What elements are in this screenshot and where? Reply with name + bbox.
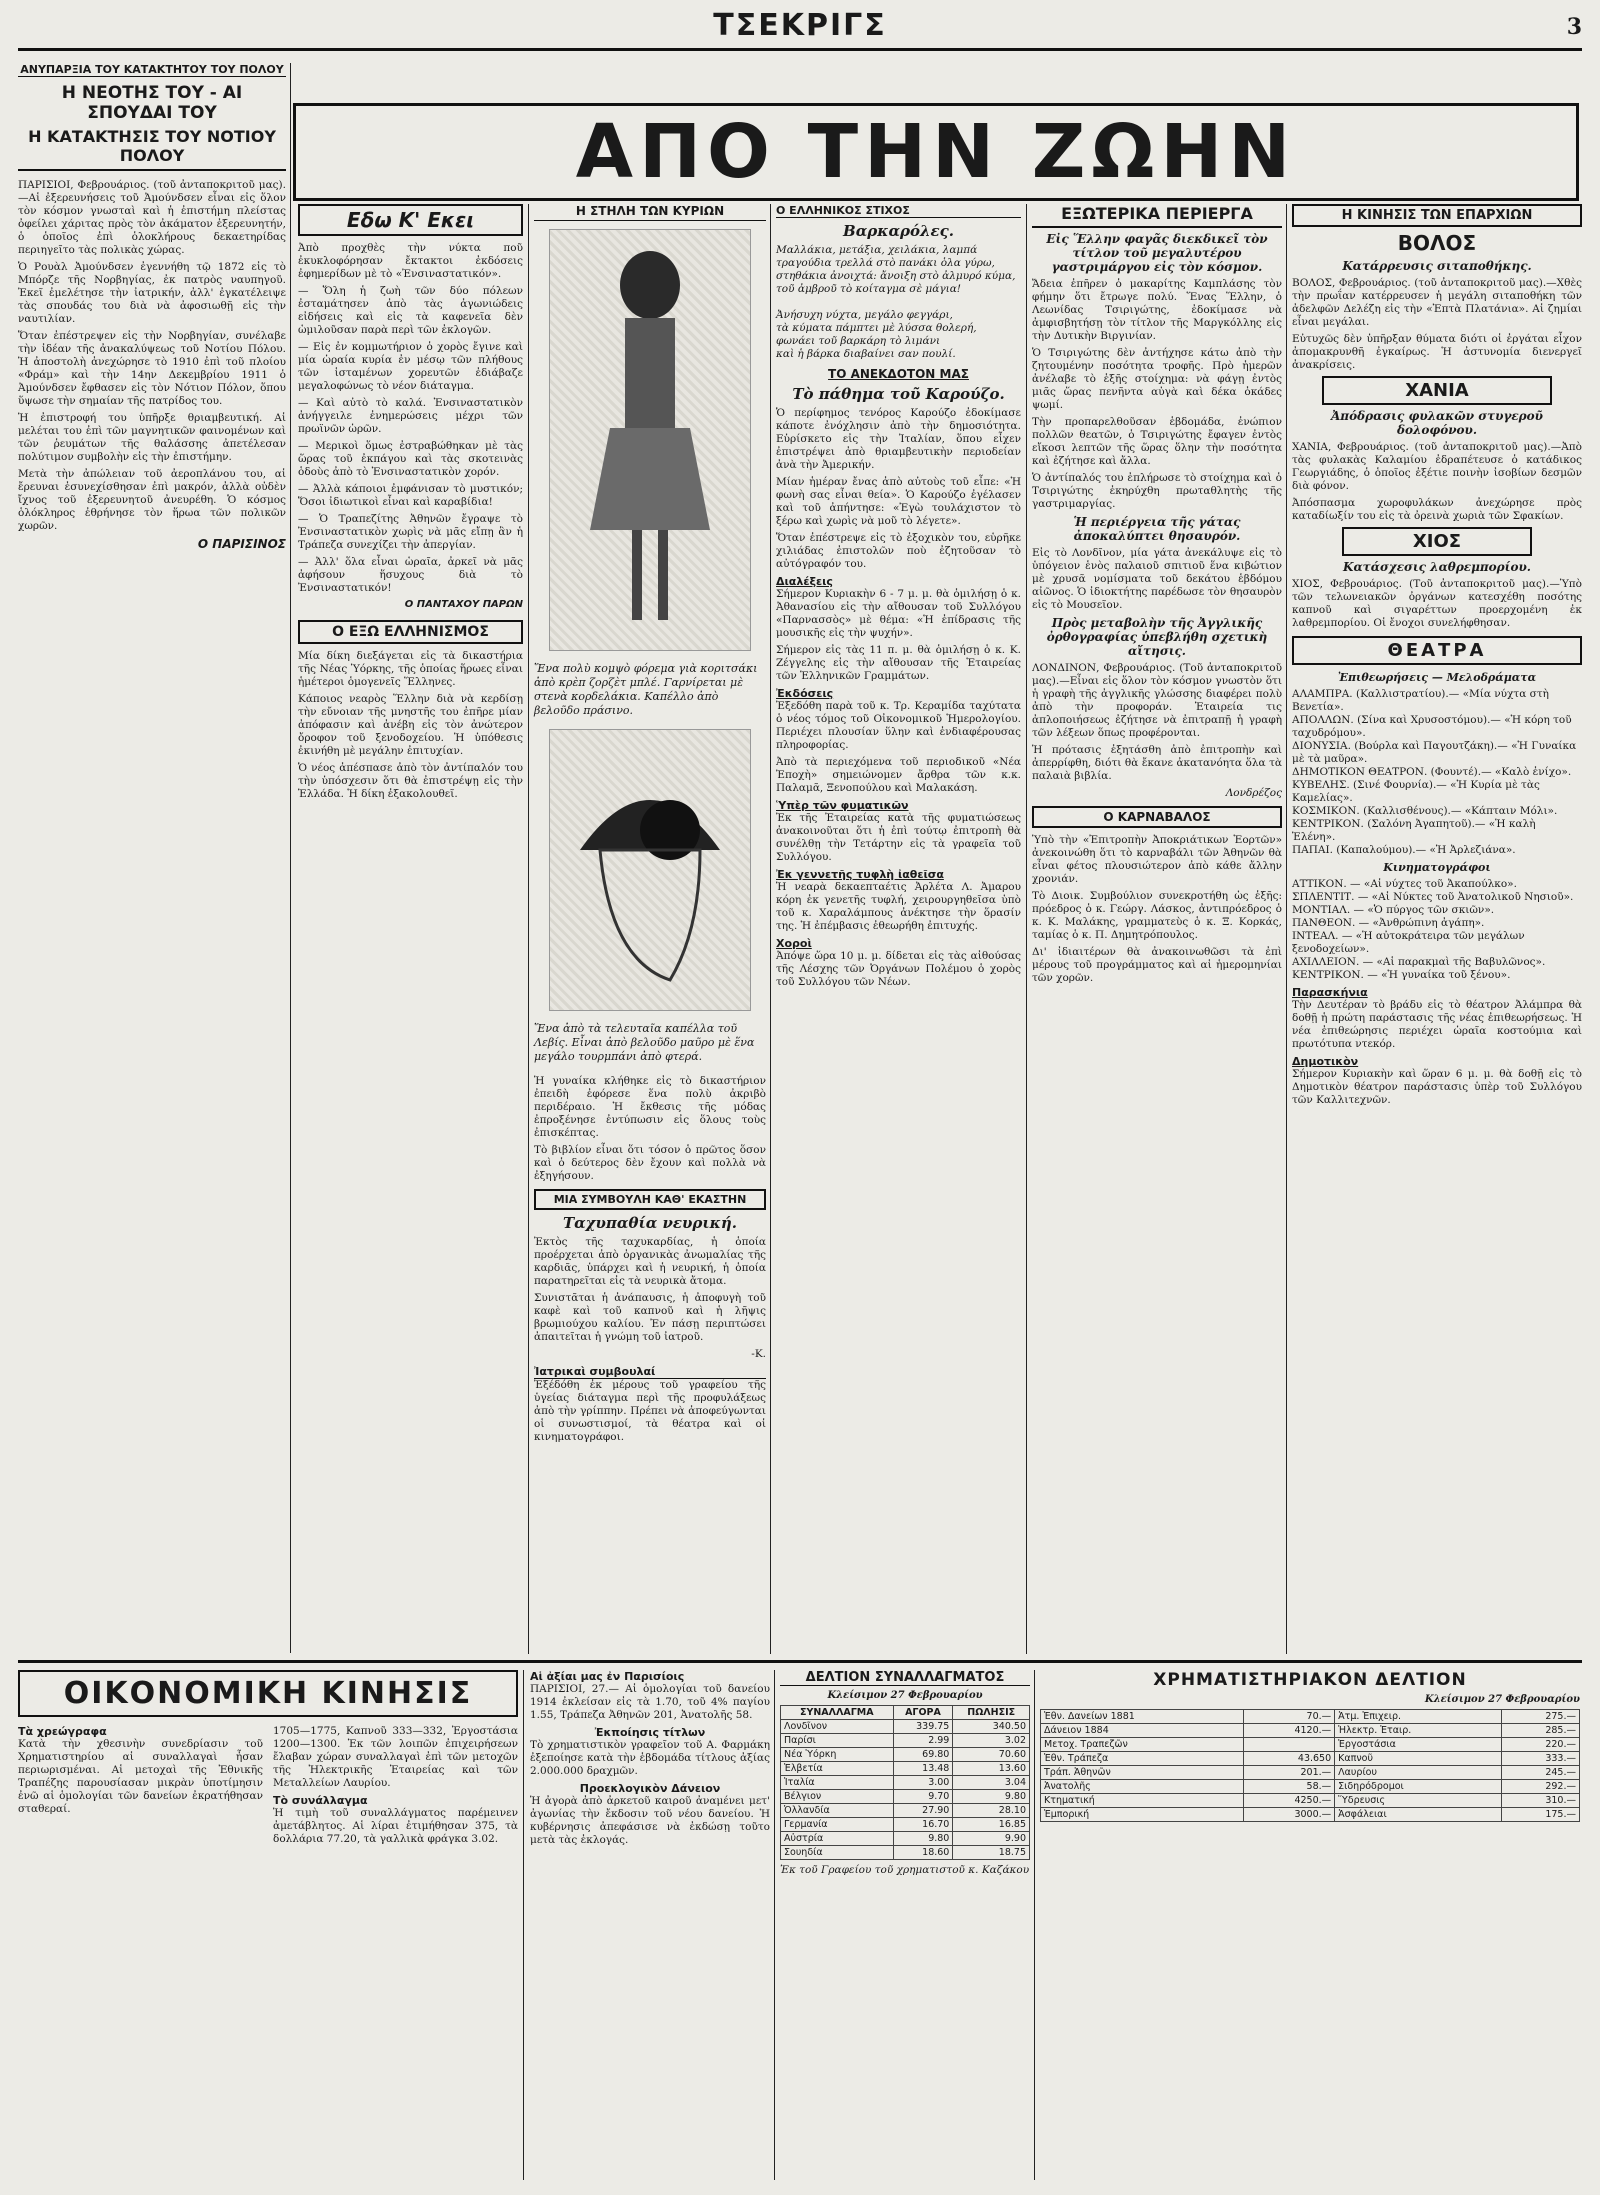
table-cell: 16.70 — [893, 1818, 953, 1832]
item-paragraph: Εἰς τὸ Λονδῖνον, μία γάτα ἀνεκάλυψε εἰς τὸ ὑπόγειον ἑνὸς παλαιοῦ σπιτιοῦ ἕνα κιβώτιον μὲ χρυσᾶ νομίσματα τοῦ δεκάτου ἑβδόμου αἰῶνος. Ὁ ἰδιοκτήτης παρέδωσε τὸν θησαυρὸν εἰς τὸ Μουσεῖον. — [1032, 547, 1286, 611]
masthead-rule — [18, 48, 1582, 51]
finance-col-exchange — [273, 1725, 522, 1850]
item-paragraph: — Εἰς ἐν κομμωτήριον ὁ χορὸς ἔγινε καὶ μία ὡραία κυρία ἐν μέσῳ τῶν πλήθους τῶν ἱσταμένων χορευτῶν ἐδιάβαζε μεγαλοφώνως τὸ νέον διάταγμα. — [298, 341, 527, 392]
table-row — [1041, 1738, 1580, 1752]
table-cell: Ἐθν. Τράπεζα — [1041, 1752, 1244, 1766]
column-divider — [523, 1670, 524, 2180]
table-cell: 3.04 — [953, 1776, 1030, 1790]
table-header-row — [781, 1706, 1030, 1720]
table-cell — [1244, 1738, 1335, 1752]
table-header: ΣΥΝΑΛΛΑΓΜΑ — [781, 1706, 894, 1720]
theatre-listing: ΑΠΟΛΛΩΝ. (Σίνα καὶ Χρυσοστόμου).— «Ἡ κόρη τοῦ ταχυδρόμου». — [1292, 714, 1572, 739]
column-divider — [1026, 204, 1027, 1654]
page-number: 3 — [1566, 14, 1582, 40]
table-cell: Αὐστρία — [781, 1832, 894, 1846]
table-cell: Νέα Ὑόρκη — [781, 1748, 894, 1762]
item-paragraph: Τὸ βιβλίον εἶναι ὅτι τόσον ὁ πρῶτος ὅσον καὶ ὁ δεύτερος δὲν ἔχουν καὶ πολλὰ νὰ ἐξηγήσουν. — [534, 1144, 770, 1182]
item-paragraph: Τὴν προπαρελθοῦσαν ἑβδομάδα, ἐνώπιον πολλῶν θεατῶν, ὁ Τσιριγώτης ἔφαγεν ἐντὸς εἴκοσι λεπτῶν τῆς ὥρας ὅλην τὴν ποσότητα καὶ ἐζήτησε καὶ ἄλλα. — [1032, 416, 1286, 467]
article-paragraph: Ὁ Ρουὰλ Ἀμούνδσεν ἐγεννήθη τῷ 1872 εἰς τὸ Μπόρζε τῆς Νορβηγίας, ἐκ πατρὸς ναυπηγοῦ. Ἐκεῖ ἐμελέτησε τὴν ἰατρικήν, ἀλλ' ἐγκατέλειψε τὰς σπουδάς του διὰ νὰ ἀφοσιωθῇ εἰς τὴν ναυτιλίαν. — [18, 261, 290, 325]
item-paragraph: Ἡ νεαρὰ δεκαεπταέτις Ἀρλέτα Λ. Ἀμαρου κόρη ἐκ γενετῆς τυφλή, χειρουργηθεῖσα ὑπὸ τοῦ κ. Χαραλάμπους ἀνέκτησε τὴν ὅρασίν της. Ἡ ἐπέμβασις ἐθεωρήθη ἐπιτυχής. — [776, 881, 1025, 932]
item-paragraph: Ἀπόσπασμα χωροφυλάκων ἀνεχώρησε πρὸς καταδίωξίν του εἰς τὰ ὀρεινὰ χωριὰ τῶν Σφακίων. — [1292, 497, 1586, 522]
table-cell: Ὕδρευσις — [1335, 1794, 1502, 1808]
table-row — [781, 1720, 1030, 1734]
table-cell: 18.75 — [953, 1846, 1030, 1860]
cinema-listing: ΑΧΙΛΛΕΙΟΝ. — «Αἱ παρακμαὶ τῆς Βαβυλῶνος». — [1292, 956, 1546, 968]
dress-figure-icon — [550, 230, 750, 650]
article-lede: Εἰς Ἕλλην φαγᾶς διεκδικεῖ τὸν τίτλον τοῦ μεγαλυτέρου γαστριμάργου εἰς τὸν κόσμον. — [1046, 232, 1268, 274]
table-cell: 18.60 — [893, 1846, 953, 1860]
table-row — [781, 1818, 1030, 1832]
item-paragraph: Σήμερον Κυριακὴν 6 - 7 μ. μ. θὰ ὁμιλήσῃ ὁ κ. Ἀθανασίου εἰς τὴν αἴθουσαν τοῦ Συλλόγου «Παρνασσὸς» μὲ θέμα: «Ἡ ἐπίδρασις τῆς μουσικῆς εἰς τὴν ψυχήν». — [776, 588, 1025, 639]
item-paragraph: Ἐξέδόθη ἐκ μέρους τοῦ γραφείου τῆς ὑγείας διάταγμα περὶ τῆς προφυλάξεως ἀπὸ τὴν γρίππην. Πρέπει νὰ ἀποφεύγωνται οἱ συνωστισμοί, τὰ θέατρα καὶ οἱ κινηματογράφοι. — [534, 1379, 770, 1443]
table-cell: 69.80 — [893, 1748, 953, 1762]
table-cell: 3.02 — [953, 1734, 1030, 1748]
item-paragraph: ΛΟΝΔΙΝΟΝ, Φεβρουάριος. (Τοῦ ἀνταποκριτοῦ μας).—Εἶναι εἰς ὅλον τὸν κόσμον γνωστὸν ὅτι ἡ γραφὴ τῆς ἀγγλικῆς γλώσσης διαφέρει πολὺ ἀπὸ τὴν προφοράν. Ἑταιρεία τις ἀπλοποιήσεως ἐζήτησε νὰ ἐπιτραπῇ ἡ γραφὴ τῶν λέξεων ὅπως προφέρονται. — [1032, 662, 1286, 739]
table-cell: 333.— — [1501, 1752, 1579, 1766]
article-paragraph: Ὅταν ἐπέστρεψεν εἰς τὴν Νορβηγίαν, συνέλαβε τὴν ἰδέαν τῆς ἀνακαλύψεως τοῦ Νοτίου Πόλου. Ἡ ἀποστολὴ ἀνεχώρησε τὸ 1910 ἐπὶ τοῦ πλοίου «Φράμ» καὶ τὴν 14ην Δεκεμβρίου 1911 ὁ Ἀμούνδσεν ἔφθασεν εἰς τὸν Νότιον Πόλον, ὅπου ὕψωσε τὴν σημαίαν τῆς πατρίδος του. — [18, 330, 290, 407]
table-row — [781, 1748, 1030, 1762]
item-paragraph: Ἡ τιμὴ τοῦ συναλλάγματος παρέμεινεν ἀμετάβλητος. Αἱ λίραι ἐτιμήθησαν 375, τὰ δολλάρια 77.20, τὰ γαλλικὰ φράγκα 3.02. — [273, 1807, 522, 1845]
table-cell: 275.— — [1501, 1710, 1579, 1724]
theatre-listing: ΚΕΝΤΡΙΚΟΝ. (Σαλόνη Ἀγαπητοῦ).— «Ἡ καλὴ Ἑλένη». — [1292, 818, 1536, 843]
theatre-listing: ΚΥΒΕΛΗΣ. (Σινέ Φουρνία).— «Ἡ Κυρία μὲ τὰς Καμελίας». — [1292, 779, 1540, 804]
section-box: ΘΕΑΤΡΑ — [1292, 636, 1582, 665]
table-cell: Ἠλεκτρ. Ἑταιρ. — [1335, 1724, 1502, 1738]
table-row — [1041, 1780, 1580, 1794]
table-cell: 13.48 — [893, 1762, 953, 1776]
section-box: Ο ΚΑΡΝΑΒΑΛΟΣ — [1032, 806, 1282, 828]
item-paragraph: — Καὶ αὐτὸ τὸ καλά. Ἐνσιναστατικὸν ἀνήγγειλε ἐνημερώσεις μέχρι τῶν πρωϊνῶν ὡρῶν. — [298, 397, 527, 435]
item-paragraph: Ὁ περίφημος τενόρος Καρούζο ἐδοκίμασε κάποτε ἐνόχλησιν ἀπὸ τὴν δημοσιότητα. Εὑρίσκετο εἰς τὴν Ἰταλίαν, ὅπου εἶχεν ἐπιστρέψει ἀπὸ θριαμβευτικὴν περιοδείαν ἀνὰ τὴν Ἀμερικήν. — [776, 407, 1025, 471]
table-cell: 310.— — [1501, 1794, 1579, 1808]
section-subtitle: Κατάσχεσις λαθρεμπορίου. — [1343, 560, 1531, 574]
table-cell: 2.99 — [893, 1734, 953, 1748]
item-paragraph: ΠΑΡΙΣΙΟΙ, 27.— Αἱ ὁμολογίαι τοῦ δανείου 1914 ἐκλείσαν εἰς τὰ 1.70, τοῦ 4% παγίου 1.55, Τράπεζα Ἀθηνῶν 201, Ἀνατολῆς 58. — [530, 1683, 774, 1721]
table-cell: Ἐργοστάσια — [1335, 1738, 1502, 1752]
table-cell: Παρίσι — [781, 1734, 894, 1748]
theatre-listing: ΑΛΑΜΠΡΑ. (Καλλιστρατίου).— «Μία νύχτα στὴ Βενετία». — [1292, 688, 1549, 713]
section-box: ΜΙΑ ΣΥΜΒΟΥΛΗ ΚΑΘ' ΕΚΑΣΤΗΝ — [534, 1189, 766, 1210]
item-paragraph: Ὁ νέος ἀπέσπασε ἀπὸ τὸν ἀντίπαλόν του τὴν ὑπόσχεσιν ὅτι θὰ ἐπιστρέψῃ εἰς τὴν Ἑλλάδα. Ἡ δίκη ἐξακολουθεῖ. — [298, 762, 527, 800]
section-header: ΤΟ ΑΝΕΚΔΟΤΟΝ ΜΑΣ — [828, 367, 969, 381]
column-divider — [774, 1670, 775, 2180]
section-rule — [18, 1660, 1582, 1663]
column-poetry-and-news — [776, 204, 1025, 1654]
article-paragraph: Μετὰ τὴν ἀπώλειαν τοῦ ἀεροπλάνου του, αἱ ἔρευναι ἐσυνεχίσθησαν ἐπὶ μακρόν, ἀλλὰ οὐδὲν ἴχνος τοῦ ἐξερευνητοῦ ἀνευρέθη. Ὁ κόσμος ὁλόκληρος ἐθρήνησε τὸν ἥρωα τῶν πολικῶν χωρῶν. — [18, 468, 290, 532]
section-box: Η ΚΙΝΗΣΙΣ ΤΩΝ ΕΠΑΡΧΙΩΝ — [1292, 204, 1582, 227]
item-paragraph: Ἀπὸ προχθὲς τὴν νύκτα ποῦ ἐκυκλοφόρησαν ἔκτακτοι ἐκδόσεις ἐφημερίδων μὲ τὸ «Ἐνσιναστατικόν». — [298, 242, 527, 280]
item-paragraph: — Ὁ Τραπεζίτης Ἀθηνῶν ἔγραψε τὸ Ἐνσιναστατικὸν χωρὶς νὰ μᾶς εἴπῃ ἂν ἡ Τράπεζα συνεχίζει τὴν ἀπεργίαν. — [298, 513, 527, 551]
item-paragraph: 1705—1775, Καπνοῦ 333—332, Ἐργοστάσια 1200—1300. Ἐκ τῶν λοιπῶν ἐπιχειρήσεων ἔλαβαν χώραν συναλλαγαὶ ἐπὶ τῶν μετοχῶν τῆς Ἠλεκτρικῆς Ἑταιρείας καὶ τῶν Μεταλλείων Λαυρίου. — [273, 1725, 522, 1789]
item-paragraph: Τὴν Δευτέραν τὸ βράδυ εἰς τὸ θέατρον Ἀλάμπρα θὰ δοθῇ ἡ πρώτη παράστασις τῆς νέας ἐπιθεωρήσεως. Ἡ νέα ἐπιθεώρησις περιέχει ὡραῖα κοστούμια καὶ πρωτότυπα ντεκόρ. — [1292, 999, 1586, 1050]
item-paragraph: Μία δίκη διεξάγεται εἰς τὰ δικαστήρια τῆς Νέας Ὑόρκης, τῆς ὁποίας ἥρωες εἶναι ἡμέτεροι ὁμογενεῖς Ἕλληνες. — [298, 650, 527, 688]
section-subtitle: Κατάρρευσις σιταποθήκης. — [1342, 259, 1532, 273]
column-foreign-curiosities — [1032, 204, 1286, 1654]
section-subtitle: Ἐκ γεννετῆς τυφλὴ ἰαθεῖσα — [776, 868, 944, 881]
theatre-listing: ΔΗΜΟΤΙΚΟΝ ΘΕΑΤΡΟΝ. (Φουντέ).— «Καλὸ ἐνίχο». — [1292, 766, 1572, 778]
column-signature: Ο ΠΑΝΤΑΧΟΥ ΠΑΡΩΝ — [404, 599, 523, 610]
illustration-caption: Ἕνα πολὺ κομψὸ φόρεμα γιὰ κοριτσάκι ἀπὸ κρὲπ ζορζὲτ μπλέ. Γαρνίρεται μὲ στενὰ κορδελάκια. Καπέλλο ἀπὸ βελοῦδο πράσινο. — [534, 662, 758, 717]
item-paragraph: Ἐξεδόθη παρὰ τοῦ κ. Τρ. Κεραμίδα ταχύτατα ὁ νέος τόμος τοῦ Οἰκονομικοῦ Ἡμερολογίου. Περιέχει πλουσίαν ὕλην καὶ ἐνδιαφέρουσας πληροφορίας. — [776, 700, 1025, 751]
table-cell: 28.10 — [953, 1804, 1030, 1818]
section-box: Ο ΕΞΩ ΕΛΛΗΝΙΣΜΟΣ — [298, 620, 523, 644]
item-paragraph: Ἐκτὸς τῆς ταχυκαρδίας, ἡ ὁποία προέρχεται ἀπὸ ὀργανικὰς ἀνωμαλίας τῆς καρδιᾶς, ὑπάρχει καὶ ἡ νευρική, ἡ ὁποία παρατηρεῖται εἰς τὰ νευρικὰ ἄτομα. — [534, 1236, 770, 1287]
city-header: ΒΟΛΟΣ — [1397, 231, 1477, 255]
table-cell: Σιδηρόδρομοι — [1335, 1780, 1502, 1794]
bulletin-date: Κλείσιμον 27 Φεβρουαρίου — [827, 1690, 983, 1701]
newspaper-page — [18, 8, 1586, 2188]
section-subtitle: Ἀπόδρασις φυλακῶν στυγεροῦ δολοφόνου. — [1331, 409, 1543, 437]
table-cell: Ἐθν. Δανείων 1881 — [1041, 1710, 1244, 1724]
table-row — [781, 1832, 1030, 1846]
table-row — [1041, 1710, 1580, 1724]
table-cell: 9.80 — [953, 1790, 1030, 1804]
table-cell: 13.60 — [953, 1762, 1030, 1776]
section-subtitle: Ἰατρικαὶ συμβουλαί — [534, 1365, 766, 1379]
item-paragraph: Ὁ ἀντίπαλός του ἐπλήρωσε τὸ στοίχημα καὶ ὁ Τσιριγώτης ἐκηρύχθη πρωταθλητὴς τῆς γαστριμαργίας. — [1032, 472, 1286, 510]
table-row — [781, 1846, 1030, 1860]
table-cell: 9.70 — [893, 1790, 953, 1804]
item-paragraph: Ἡ πρότασις ἐξητάσθη ἀπὸ ἐπιτροπὴν καὶ ἀπερρίφθη, διότι θὰ ἔκανε ἀκατανόητα ὅλα τὰ παλαιὰ βιβλία. — [1032, 744, 1286, 782]
poem-title: Βαρκαρόλες. — [843, 222, 954, 240]
cinema-listing: ΜΟΝΤΙΑΛ. — «Ὁ πύργος τῶν σκιῶν». — [1292, 904, 1495, 916]
column-provinces-theatres — [1292, 204, 1586, 1654]
column-divider — [1034, 1670, 1035, 2180]
bulletin-footer: Ἐκ τοῦ Γραφείου τοῦ χρηματιστοῦ κ. Καζάκου — [780, 1864, 1030, 1876]
finance-news — [18, 1670, 522, 2180]
article-paragraph: Ἡ ἐπιστροφή του ὑπῆρξε θριαμβευτική. Αἱ μελέται του ἐπὶ τῶν μαγνητικῶν φαινομένων καὶ τῶν ῥευμάτων τῆς θαλάσσης ἀπετέλεσαν πολύτιμον συμβολὴν εἰς τὴν ἐπιστήμην. — [18, 412, 290, 463]
table-cell: Λονδῖνον — [781, 1720, 894, 1734]
table-cell: 245.— — [1501, 1766, 1579, 1780]
table-row — [1041, 1794, 1580, 1808]
hat-figure-icon — [550, 730, 750, 1010]
item-paragraph: ΧΑΝΙΑ, Φεβρουάριος. (τοῦ ἀνταποκριτοῦ μας).—Ἀπὸ τὰς φυλακὰς Καλαμίου ἐδραπέτευσε ὁ κατάδικος Γεωργιάδης, ὁ ὁποῖος ἐξέτιε ποινὴν ἰσοβίων δεσμῶν διὰ φόνον. — [1292, 441, 1586, 492]
article-kicker: ΑΝΥΠΑΡΞΙΑ ΤΟΥ ΚΑΤΑΚΤΗΤΟΥ ΤΟΥ ΠΟΛΟΥ — [18, 63, 286, 77]
table-row — [781, 1790, 1030, 1804]
table-cell: Ἑλβετία — [781, 1762, 894, 1776]
illustration-caption: Ἕνα ἀπὸ τὰ τελευταῖα καπέλλα τοῦ Λεβίς. Εἶναι ἀπὸ βελοῦδο μαῦρο μὲ ἕνα μεγάλο τουρμπάνι ἀπὸ φτερά. — [534, 1022, 755, 1063]
column-header: Εδω Κ' Εκει — [298, 204, 523, 236]
item-paragraph: Ὅταν ἐπέστρεψε εἰς τὸ ἐξοχικὸν του, εὑρῆκε χιλιάδας ἐπιστολῶν ποὺ ἐζητοῦσαν τὸ αὐτόγραφόν του. — [776, 532, 1025, 570]
item-paragraph: — Ὅλη ἡ ζωὴ τῶν δύο πόλεων ἐσταμάτησεν ἀπὸ τὰς ἀγωνιώδεις εἰδήσεις καὶ εἰς τὰ καφενεῖα δὲν ὡμιλοῦσαν παρὰ περὶ τῶν ἐκλογῶν. — [298, 285, 527, 336]
theatre-listing: ΔΙΟΝΥΣΙΑ. (Βούρλα καὶ Παγουτζάκη).— «Ἡ Γυναίκα μὲ τὰ μαῦρα». — [1292, 740, 1577, 765]
table-cell: Ἰταλία — [781, 1776, 894, 1790]
item-paragraph: Ἐκ τῆς Ἐταιρείας κατὰ τῆς φυματιώσεως ἀνακοινοῦται ὅτι ἡ ἐπὶ τούτῳ ἐπιτροπὴ θὰ συνέλθῃ τὴν Τετάρτην εἰς τὰ γραφεῖα τοῦ Συλλόγου. — [776, 812, 1025, 863]
item-paragraph: Ἄδεια ἐπῆρεν ὁ μακαρίτης Καμπλάσης τὸν φήμην ὅτι ἔτρωγε πολύ. Ἕνας Ἕλλην, ὁ Λεωνίδας Τσιριγώτης, ἐδοκίμασε νὰ ἀμφισβητήσῃ τὸν τίτλον τῆς Μαργκόλλης εἰς τὴν Δυτικὴν Βιργινίαν. — [1032, 278, 1286, 342]
item-signature: -Κ. — [751, 1348, 766, 1360]
section-subtitle: Πρὸς μεταβολὴν τῆς Ἀγγλικῆς ὀρθογραφίας ὑπεβλήθη σχετικὴ αἴτησις. — [1046, 616, 1268, 658]
table-cell: 43.650 — [1244, 1752, 1335, 1766]
table-cell: 27.90 — [893, 1804, 953, 1818]
theatre-listing: ΚΟΣΜΙΚΟΝ. (Καλλισθένους).— «Κάπταιν Μόλι». — [1292, 805, 1558, 817]
item-paragraph: Τὸ χρηματιστικὸν γραφεῖον τοῦ Α. Φαρμάκη ἐξεποίησε κατὰ τὴν ἑβδομάδα τίτλους ἀξίας 2.000.000 δραχμῶν. — [530, 1739, 774, 1777]
section-subtitle: Διαλέξεις — [776, 575, 833, 588]
article-headline-1: Η ΝΕΟΤΗΣ ΤΟΥ - ΑΙ ΣΠΟΥΔΑΙ ΤΟΥ — [61, 83, 243, 123]
table-row — [781, 1776, 1030, 1790]
item-paragraph: Συνιστᾶται ἡ ἀνάπαυσις, ἡ ἀποφυγὴ τοῦ καφὲ καὶ τοῦ καπνοῦ καὶ ἡ λῆψις βρωμιούχου καλίου. Ἐν πάσῃ περιπτώσει ἀπαιτεῖται ἡ γνώμη τοῦ ἰατροῦ. — [534, 1292, 770, 1343]
article-signature: Ο ΠΑΡΙΣΙΝΟΣ — [197, 537, 286, 551]
section-subtitle: Ἐκποίησις τίτλων — [594, 1726, 706, 1739]
cinema-listing: ΑΤΤΙΚΟΝ. — «Αἱ νύχτες τοῦ Ἀκαπούλκο». — [1292, 878, 1517, 890]
item-paragraph: Ἡ ἀγορὰ ἀπὸ ἀρκετοῦ καιροῦ ἀναμένει μετ' ἀγωνίας τὴν ἔκδοσιν τοῦ νέου δανείου. Ἡ κυβέρνησις ἀπεφάσισε νὰ ἐκδώσῃ τοῦτο μετὰ τὰς ἐκλογάς. — [530, 1795, 774, 1846]
section-subtitle: Ἐπιθεωρήσεις — Μελοδράματα — [1337, 671, 1537, 684]
table-header: ΠΩΛΗΣΙΣ — [953, 1706, 1030, 1720]
section-subtitle: Δημοτικὸν — [1292, 1055, 1359, 1068]
table-cell: 4120.— — [1244, 1724, 1335, 1738]
table-cell: 285.— — [1501, 1724, 1579, 1738]
item-paragraph: — Μερικοὶ ὅμως ἐστραβώθηκαν μὲ τὰς ὥρας τοῦ ἐκπάγου καὶ τὰς σκοτεινὰς ὁδοὺς ἀπὸ τὸ Ἐνσιναστατικὸν χορόν. — [298, 440, 527, 478]
item-paragraph: Μίαν ἡμέραν ἔνας ἀπὸ αὐτοὺς τοῦ εἶπε: «Ἡ φωνὴ σας εἶναι θεία». Ὁ Καρούζο ἐγέλασεν καὶ τοῦ ἀπήντησε: «Ἐγὼ τουλάχιστον τὸ ξέρω καὶ χωρὶς νὰ μοῦ τὸ λέγετε». — [776, 476, 1025, 527]
table-cell: Κτηματική — [1041, 1794, 1244, 1808]
section-subtitle: Παρασκήνια — [1292, 986, 1368, 999]
section-subtitle: Κινηματογράφοι — [1383, 861, 1491, 874]
item-paragraph: Εὐτυχῶς δὲν ὑπῆρξαν θύματα διότι οἱ ἐργάται εἶχον ἀπομακρυνθῆ ἐγκαίρως. Ἡ ἀστυνομία διενεργεῖ ἀνακρίσεις. — [1292, 333, 1586, 371]
table-cell: Σουηδία — [781, 1846, 894, 1860]
table-cell: 220.— — [1501, 1738, 1579, 1752]
table-cell: 340.50 — [953, 1720, 1030, 1734]
table-cell: Τράπ. Ἀθηνῶν — [1041, 1766, 1244, 1780]
section-subtitle: Τὸ πάθημα τοῦ Καρούζο. — [792, 385, 1005, 403]
section-subtitle: Ὑπὲρ τῶν φυματικῶν — [776, 799, 909, 812]
item-paragraph: Κατὰ τὴν χθεσινὴν συνεδρίασιν τοῦ Χρηματιστηρίου αἱ συναλλαγαὶ ἦσαν περιωρισμέναι. Αἱ μετοχαὶ τῆς Ἐθνικῆς Τραπέζης παρουσίασαν μικρὰν ὑποτίμησιν ἐνῶ αἱ ὁμολογίαι τῶν δανείων ἐκρατήθησαν σταθεραί. — [18, 1738, 267, 1815]
item-paragraph: Δι' ἰδιαιτέρων θὰ ἀνακοινωθῶσι τὰ ἐπὶ μέρους τοῦ προγράμματος καὶ αἱ ἡμερομηνίαι τῶν χορῶν. — [1032, 946, 1286, 984]
table-cell: 70.— — [1244, 1710, 1335, 1724]
stock-bulletin — [1040, 1670, 1580, 2180]
newspaper-name: ΤΣΕΚΡΙΓΣ — [713, 8, 887, 43]
table-cell: 3.00 — [893, 1776, 953, 1790]
table-cell: Καπνοῦ — [1335, 1752, 1502, 1766]
item-paragraph: Ἀπὸ τὰ περιεχόμενα τοῦ περιοδικοῦ «Νέα Ἐποχὴ» σημειώνομεν ἄρθρα τῶν κ.κ. Παλαμᾶ, Ξενοπούλου καὶ Μαλακάση. — [776, 756, 1025, 794]
item-paragraph: ΧΙΟΣ, Φεβρουάριος. (Τοῦ ἀνταποκριτοῦ μας).—Ὑπὸ τῶν τελωνειακῶν ὀργάνων κατεσχέθη ποσότης καπνοῦ καὶ σιγαρέττων προερχομένη ἐκ λαθρεμπορίου. Οἱ ἔνοχοι συνελήφθησαν. — [1292, 578, 1586, 629]
column-header: ΕΞΩΤΕΡΙΚΑ ΠΕΡΙΕΡΓΑ — [1032, 204, 1282, 228]
item-paragraph: Ὁ Τσιριγώτης δὲν ἀντήχησε κάτω ἀπὸ τὴν ζητουμένην ποσότητα τροφῆς. Πρὸ ἡμερῶν ἀνέλαβε τὸ ἑξῆς στοίχημα: νὰ φάγῃ ἐντὸς μιᾶς ὥρας πενῆντα αὐγὰ καὶ δέκα ὀκάδες ψωμί. — [1032, 347, 1286, 411]
section-subtitle: Τὰ χρεώγραφα — [18, 1725, 107, 1738]
banner-title: ΑΠΟ ΤΗΝ ΖΩΗΝ — [575, 109, 1297, 195]
table-row — [1041, 1752, 1580, 1766]
table-cell: 175.— — [1501, 1808, 1579, 1822]
table-cell: 3000.— — [1244, 1808, 1335, 1822]
item-paragraph: Ἀπόψε ὥρα 10 μ. μ. δίδεται εἰς τὰς αἰθούσας τῆς Λέσχης τῶν Ὀργάνων Πολέμου ὁ χορὸς τοῦ Συλλόγου τῶν Νέων. — [776, 950, 1025, 988]
table-row — [781, 1804, 1030, 1818]
section-subtitle: Χοροὶ — [776, 937, 812, 950]
column-header: Η ΣΤΗΛΗ ΤΩΝ ΚΥΡΙΩΝ — [534, 204, 766, 221]
item-paragraph: — Ἀλλ' ὅλα εἶναι ὡραῖα, ἀρκεῖ νὰ μᾶς ἀφήσουν ἥσυχους διὰ τὸ Ἐνσιναστατικόν! — [298, 556, 527, 594]
item-paragraph: Κάποιος νεαρὸς Ἕλλην διὰ νὰ κερδίσῃ τὴν εὔνοιαν τῆς μνηστῆς του ἐπῆρε μίαν ἀπόφασιν καὶ ἀνέβη εἰς τὸν ἀνώτερον ὄροφον τοῦ ξενοδοχείου. Ἡ ὑπόθεσις ἐκινήθη μὲ μεγάλην ἐπιτυχίαν. — [298, 693, 527, 757]
section-subtitle: Προεκλογικὸν Δάνειον — [579, 1782, 721, 1795]
column-divider — [528, 204, 529, 1654]
table-cell: Γερμανία — [781, 1818, 894, 1832]
finance-title: ΟΙΚΟΝΟΜΙΚΗ ΚΙΝΗΣΙΣ — [18, 1670, 518, 1717]
theatre-listing: ΠΑΠΑΙ. (Καπαλούμου).— «Ἡ Ἀρλεζιάνα». — [1292, 844, 1516, 856]
table-row — [1041, 1724, 1580, 1738]
column-divider — [290, 63, 291, 1653]
item-paragraph: ΒΟΛΟΣ, Φεβρουάριος. (τοῦ ἀνταποκριτοῦ μας).—Χθὲς τὴν πρωΐαν κατέρρευσεν ἡ μεγάλη σιταποθήκη τῶν ἀδελφῶν Δελέζη εἰς τὴν «Ἐπτὰ Πλατάνια». Αἱ ζημίαι εἶναι μεγάλαι. — [1292, 277, 1586, 328]
table-cell: Δάνειον 1884 — [1041, 1724, 1244, 1738]
section-subtitle: Τὸ συνάλλαγμα — [273, 1794, 368, 1807]
table-cell: 292.— — [1501, 1780, 1579, 1794]
cinema-listing: ΠΑΝΘΕΟΝ. — «Ἀνθρώπινη ἀγάπη». — [1292, 917, 1485, 929]
table-cell: Ἀσφάλειαι — [1335, 1808, 1502, 1822]
masthead — [18, 8, 1582, 48]
table-cell: 9.80 — [893, 1832, 953, 1846]
column-amundsen — [18, 63, 290, 1653]
table-cell: Βέλγιον — [781, 1790, 894, 1804]
table-cell: 58.— — [1244, 1780, 1335, 1794]
table-cell: 4250.— — [1244, 1794, 1335, 1808]
item-signature: Λονδρέζος — [1225, 787, 1282, 799]
column-divider — [1286, 204, 1287, 1654]
article-paragraph: ΠΑΡΙΣΙΟΙ, Φεβρουάριος. (τοῦ ἀνταποκριτοῦ μας).—Αἱ ἐξερευνήσεις τοῦ Ἀμούνδσεν εἶναι εἰς ὅλον τὸν κόσμον γνωσταὶ καὶ ἡ ἐπιστήμη πλείστας ὀφείλει χάριτας πρὸς τὸν ἀκάματον ἐξερευνητήν, ὁ ὁποῖος ἐπὶ ὁλοκλήρους δεκαετηρίδας περιηγεῖτο τὰς πολικὰς χώρας. — [18, 179, 290, 256]
table-cell: Ὀλλανδία — [781, 1804, 894, 1818]
finance-paris — [530, 1670, 774, 2180]
article-headline-2: Η ΚΑΤΑΚΤΗΣΙΣ ΤΟΥ ΝΟΤΙΟΥ ΠΟΛΟΥ — [18, 127, 286, 171]
table-cell: Ἐμπορική — [1041, 1808, 1244, 1822]
table-row — [1041, 1766, 1580, 1780]
stock-table — [1040, 1709, 1580, 1822]
column-divider — [770, 204, 771, 1654]
item-paragraph: Τὸ Διοικ. Συμβούλιον συνεκροτήθη ὡς ἑξῆς: πρόεδρος ὁ κ. Γεώργ. Λάσκος, ἀντιπρόεδρος ὁ κ. Κ. Μαλάκης, γραμματεὺς ὁ κ. Ξ. Κορκάς, ταμίας ὁ κ. Π. Δημητρόπουλος. — [1032, 890, 1286, 941]
table-cell: Ἀτμ. Ἐπιχειρ. — [1335, 1710, 1502, 1724]
column-header: Ο ΕΛΛΗΝΙΚΟΣ ΣΤΙΧΟΣ — [776, 204, 1021, 218]
table-cell: Ἀνατολῆς — [1041, 1780, 1244, 1794]
section-subtitle: Αἱ ἀξίαι μας ἐν Παρισίοις — [530, 1670, 685, 1683]
bulletin-title: ΧΡΗΜΑΤΙΣΤΗΡΙΑΚΟΝ ΔΕΛΤΙΟΝ — [1153, 1670, 1467, 1690]
finance-col-securities — [18, 1725, 267, 1850]
cinema-listing: ΚΕΝΤΡΙΚΟΝ. — «Ἡ γυναίκα τοῦ ξένου». — [1292, 969, 1511, 981]
bulletin-title: ΔΕΛΤΙΟΝ ΣΥΝΑΛΛΑΓΜΑΤΟΣ — [780, 1670, 1030, 1686]
table-header: ΑΓΟΡΑ — [893, 1706, 953, 1720]
cinema-listing: ΣΠΛΕΝΤΙΤ. — «Αἱ Νύκτες τοῦ Ἀνατολικοῦ Νησιοῦ». — [1292, 891, 1574, 903]
table-cell: Λαυρίου — [1335, 1766, 1502, 1780]
poem-text: Μαλλάκια, μετάξια, χειλάκια, λαμπά τραγούδια τρελλά στὸ πανάκι ὁλα γύρω, στηθάκια ἀνοιχτά: ἄνοιξη στὸ ἀλμυρό κύμα, τοῦ ἀμβροῦ τὸ κοίταγμα σὲ μάγια! Ἀνήσυχη νύχτα, μεγάλο φεγγάρι, τὰ κύματα πάμπτει μὲ λύσσα θολερή, φωνάει τοῦ βαρκάρη τὸ λιμάνι καὶ ἡ βάρκα διαβαίνει σαν πουλί. — [776, 244, 1016, 360]
fashion-illustration-dress — [549, 229, 751, 651]
table-row — [781, 1762, 1030, 1776]
table-cell: 16.85 — [953, 1818, 1030, 1832]
section-banner — [293, 103, 1579, 201]
table-cell: 339.75 — [893, 1720, 953, 1734]
item-paragraph: Ἡ γυναίκα κλήθηκε εἰς τὸ δικαστήριον ἐπειδὴ ἐφόρεσε ἕνα πολὺ ἀκριβὸ περιδέραιο. Ἡ ἔκθεσις τῆς μόδας ἐπροξένησε ἐντύπωσιν εἰς ὅλους τοὺς ἐπισκέπτας. — [534, 1075, 770, 1139]
table-row — [781, 1734, 1030, 1748]
fashion-illustration-hat — [549, 729, 751, 1011]
section-subtitle: Ἡ περιέργεια τῆς γάτας ἀποκαλύπτει θησαυρόν. — [1073, 515, 1241, 543]
column-ladies — [534, 204, 770, 1654]
city-header: ΧΙΟΣ — [1342, 527, 1532, 556]
exchange-table — [780, 1705, 1030, 1860]
item-paragraph: — Ἀλλὰ κάποιοι ἐμφάνισαν τὸ μυστικόν; Ὅσοι ἰδιωτικοὶ εἶναι καὶ καραβίδια! — [298, 483, 527, 508]
item-paragraph: Σήμερον Κυριακὴν καὶ ὥραν 6 μ. μ. θὰ δοθῇ εἰς τὸ Δημοτικὸν θέατρον παράστασις ὑπὲρ τοῦ Συλλόγου τῶν Καλλιτεχνῶν. — [1292, 1068, 1586, 1106]
table-cell: Μετοχ. Τραπεζῶν — [1041, 1738, 1244, 1752]
table-cell: 9.90 — [953, 1832, 1030, 1846]
cinema-listing: ΙΝΤΕΑΛ. — «Ἡ αὐτοκράτειρα τῶν μεγάλων ξενοδοχείων». — [1292, 930, 1525, 955]
city-header: ΧΑΝΙΑ — [1322, 376, 1552, 405]
table-row — [1041, 1808, 1580, 1822]
column-here-and-there — [298, 204, 527, 1654]
exchange-bulletin — [780, 1670, 1030, 2180]
section-subtitle: Ταχυπαθία νευρική. — [562, 1214, 738, 1232]
item-paragraph: Σήμερον εἰς τὰς 11 π. μ. θὰ ὁμιλήσῃ ὁ κ. Κ. Ζέγγελης εἰς τὴν αἴθουσαν τῆς Ἑταιρείας τῶν Ἑλληνικῶν Γραμμάτων. — [776, 644, 1025, 682]
section-subtitle: Ἐκδόσεις — [776, 687, 834, 700]
table-cell: 201.— — [1244, 1766, 1335, 1780]
item-paragraph: Ὑπὸ τὴν «Ἐπιτροπὴν Ἀποκριάτικων Ἑορτῶν» ἀνεκοινώθη ὅτι τὸ καρναβάλι τῶν Ἀθηνῶν θὰ εἶναι φέτος πλουσιώτερον ἀπὸ κάθε ἄλλην χρονιάν. — [1032, 834, 1286, 885]
table-cell: 70.60 — [953, 1748, 1030, 1762]
bulletin-date: Κλείσιμον 27 Φεβρουαρίου — [1424, 1694, 1580, 1705]
